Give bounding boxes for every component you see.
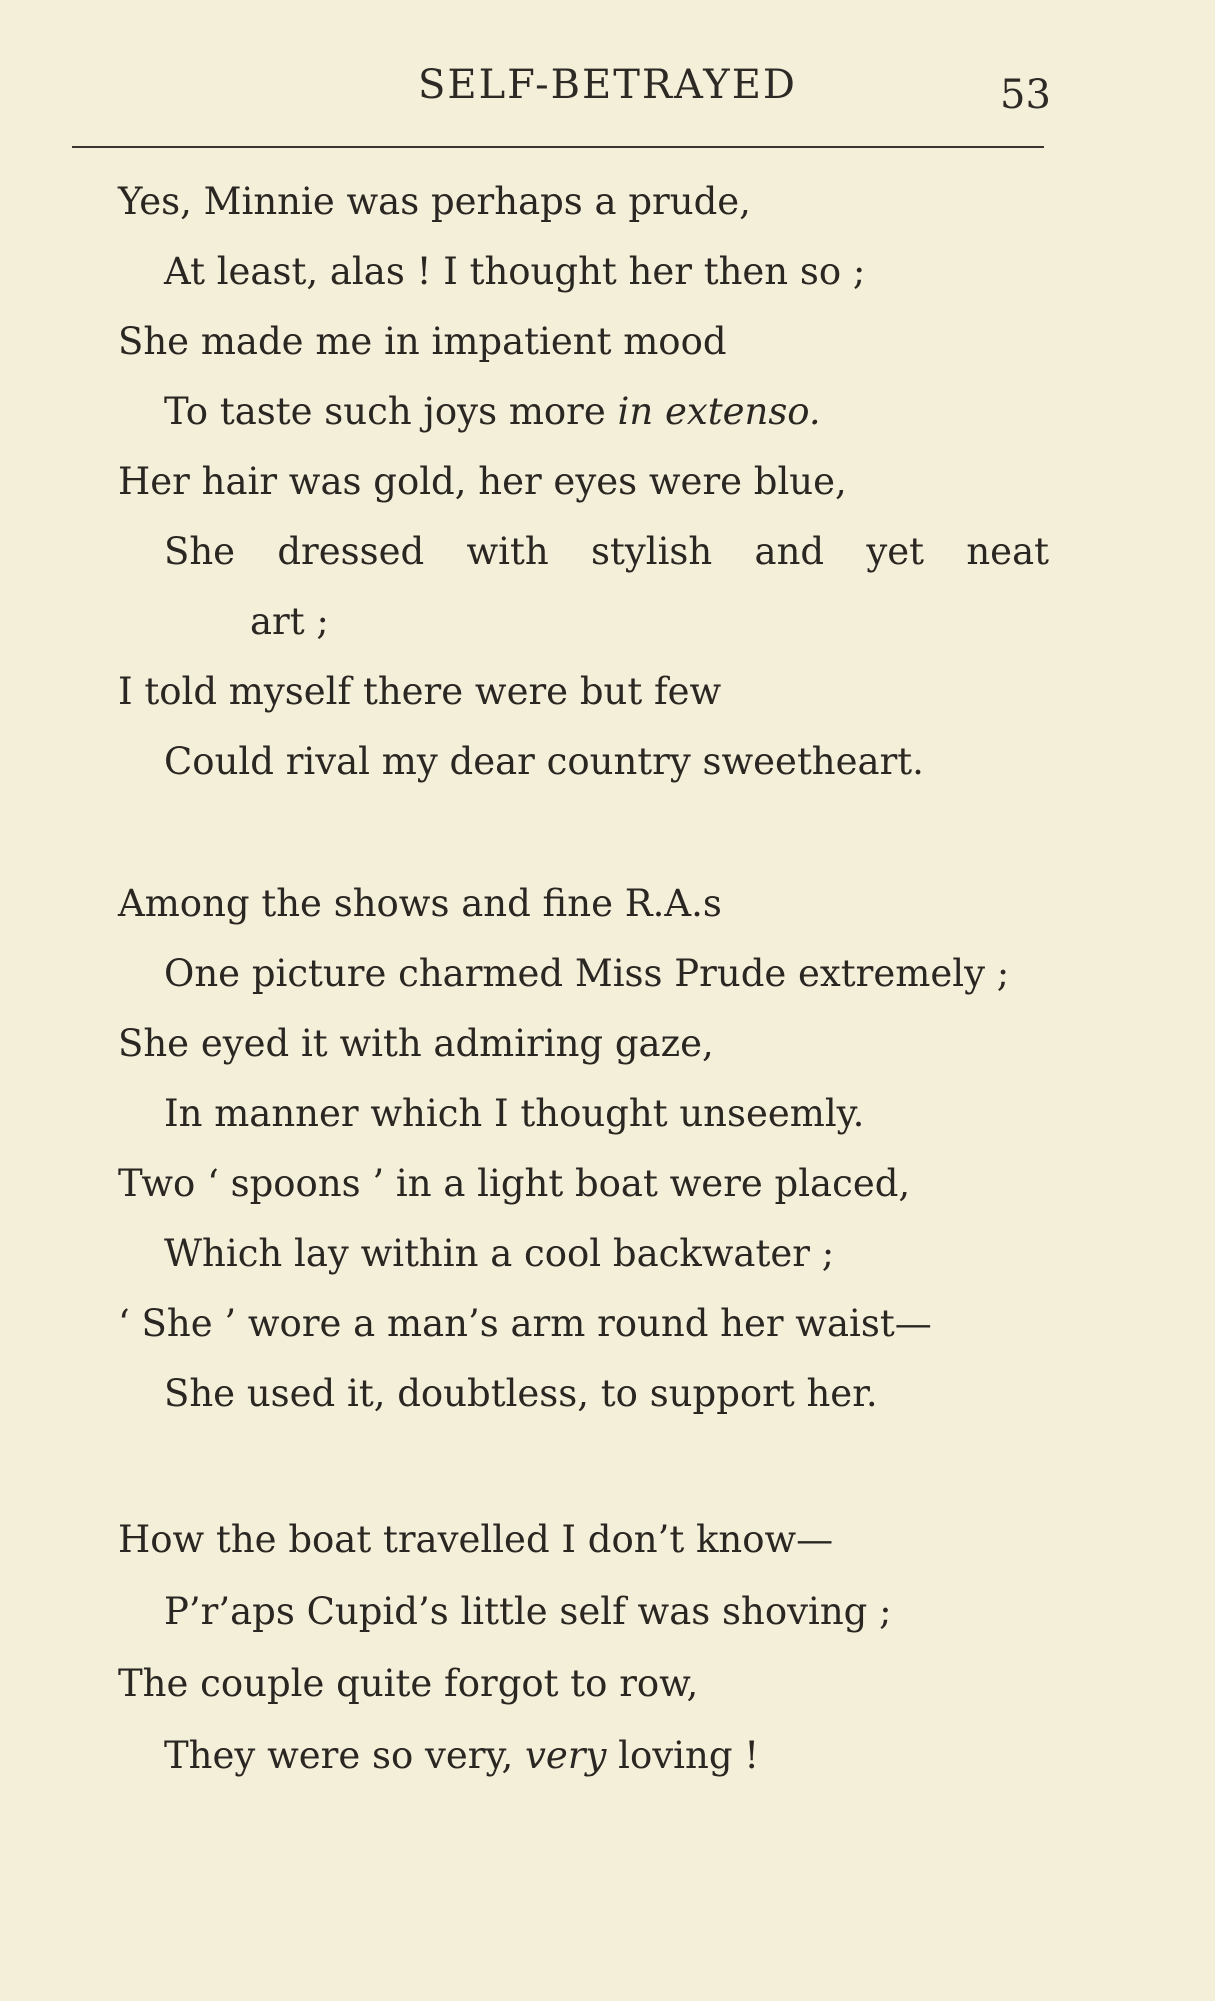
italic-phrase: in extenso. (617, 390, 821, 433)
poem-line: In manner which I thought unseemly. (164, 1092, 865, 1135)
poem-line: How the boat travelled I don’t know— (118, 1518, 834, 1561)
poem-line: She dressed with stylish and yet neat (164, 530, 1049, 573)
header-rule (72, 146, 1044, 148)
poem-line: Her hair was gold, her eyes were blue, (118, 460, 847, 503)
poem-text: They were so very, (164, 1734, 526, 1777)
running-title: SELF-BETRAYED (418, 62, 797, 108)
poem-line: I told myself there were but few (118, 670, 722, 713)
poem-line: Two ‘ spoons ’ in a light boat were placed, (118, 1162, 911, 1205)
poem-line: ‘ She ’ wore a man’s arm round her waist— (118, 1302, 932, 1345)
poem-line: She made me in impatient mood (118, 320, 727, 363)
poem-line: She eyed it with admiring gaze, (118, 1022, 714, 1065)
poem-line: At least, alas ! I thought her then so ; (164, 250, 866, 293)
poem-line: Which lay within a cool backwater ; (164, 1232, 835, 1275)
italic-word: very (525, 1734, 607, 1777)
poem-line: One picture charmed Miss Prude extremely ; (164, 952, 1010, 995)
poem-line (164, 390, 821, 433)
poem-line: P’r’aps Cupid’s little self was shoving ; (164, 1590, 892, 1633)
poem-line-continuation: art ; (250, 600, 329, 643)
poem-line: Could rival my dear country sweetheart. (164, 740, 924, 783)
poem-line: Yes, Minnie was perhaps a prude, (118, 180, 751, 223)
poem-line: She used it, doubtless, to support her. (164, 1372, 878, 1415)
page-number: 53 (1000, 72, 1051, 118)
poem-line: Among the shows and fine R.A.s (118, 882, 722, 925)
poem-text: To taste such joys more (164, 390, 618, 433)
poem-text: loving ! (606, 1734, 760, 1777)
poem-line (164, 1734, 759, 1777)
poem-line: The couple quite forgot to row, (118, 1662, 699, 1705)
